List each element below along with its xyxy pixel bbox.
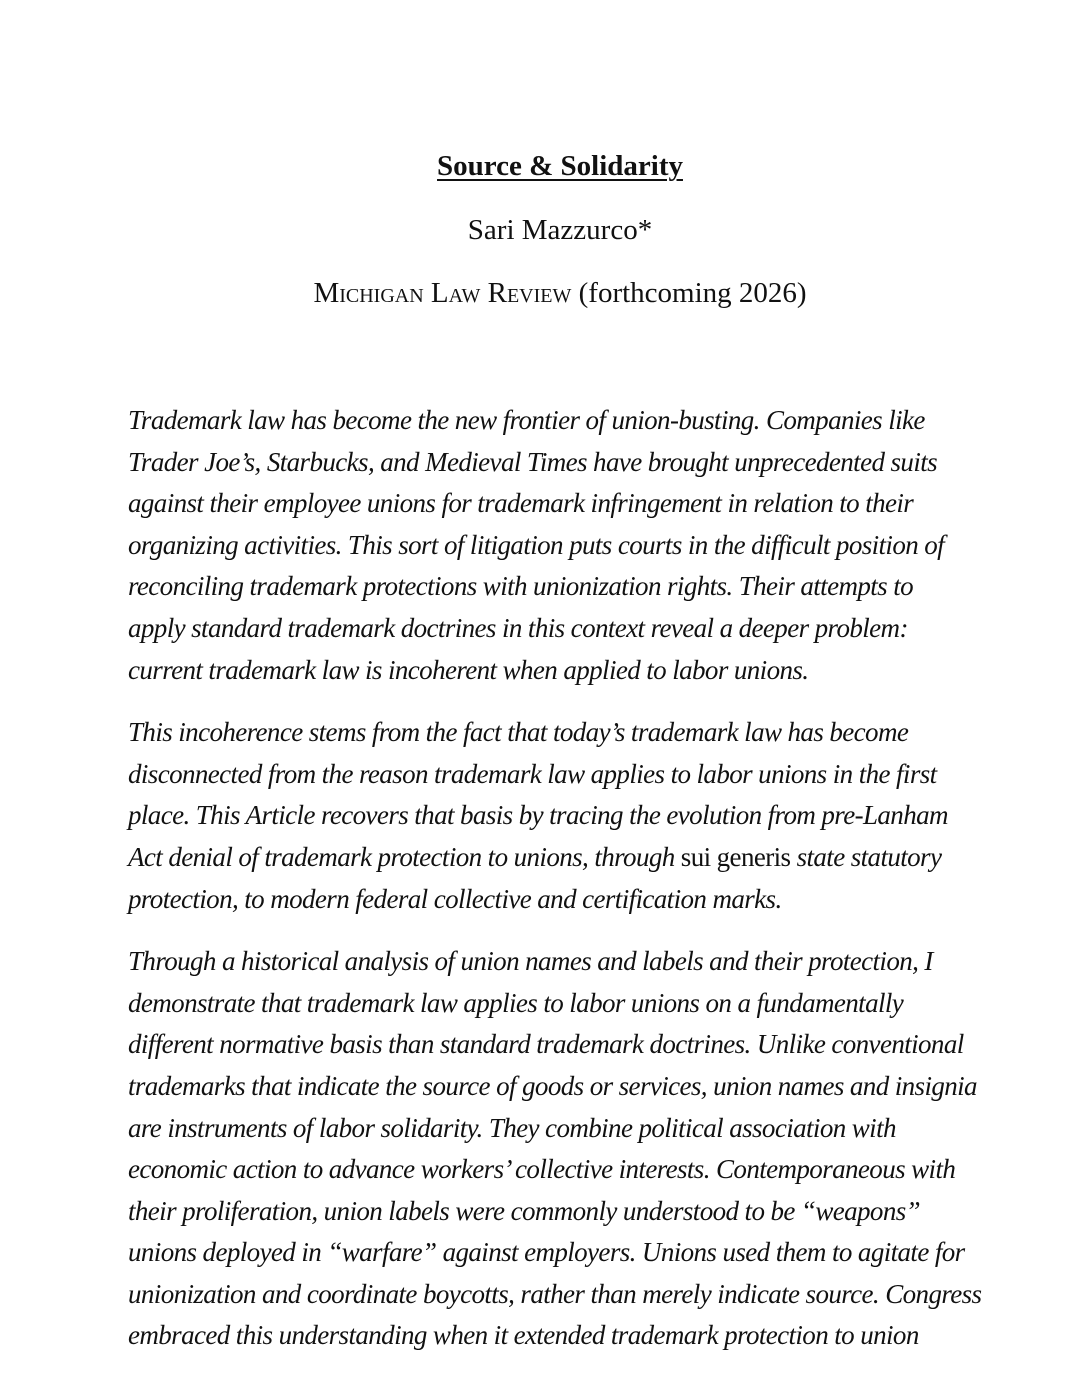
text-line: embraced this understanding when it extended trademark protection to union — [128, 1320, 919, 1351]
text-line: different normative basis than standard trademark doctrines. Unlike conventional — [128, 1029, 964, 1060]
text-line: Through a historical analysis of union names and labels and their protection, I — [128, 946, 933, 977]
text-line: are instruments of labor solidarity. They combine political association with — [128, 1112, 896, 1143]
text-line: reconciling trademark protections with unionization rights. Their attempts to — [128, 571, 914, 602]
text-line: trademarks that indicate the source of goods or services, union names and insignia — [128, 1070, 977, 1101]
journal-citation — [0, 275, 1085, 311]
text-line: organizing activities. This sort of litigation puts courts in the difficult position of — [128, 529, 945, 560]
abstract-paragraph-1 — [128, 400, 990, 691]
text-line: against their employee unions for trademark infringement in relation to their — [128, 488, 914, 519]
text-line: unionization and coordinate boycotts, rather than merely indicate source. Congress — [128, 1278, 982, 1309]
journal-name: Michigan Law Review — [313, 277, 572, 309]
text-line — [128, 837, 990, 879]
text-segment: Act denial of trademark protection to unions, through — [128, 841, 681, 872]
text-line: This incoherence stems from the fact that today’s trademark law has become — [128, 717, 909, 748]
text-line: disconnected from the reason trademark law applies to labor unions in the first — [128, 758, 937, 789]
author-name: Sari Mazzurco* — [467, 214, 653, 246]
text-line: unions deployed in “warfare” against employers. Unions used them to agitate for — [128, 1237, 965, 1268]
text-segment: state statutory — [790, 841, 942, 872]
text-line: their proliferation, union labels were commonly understood to be “weapons” — [128, 1195, 921, 1226]
text-line: demonstrate that trademark law applies to labor unions on a fundamentally — [128, 987, 904, 1018]
text-line: apply standard trademark doctrines in this context reveal a deeper problem: — [128, 612, 908, 643]
abstract-paragraph-2 — [128, 712, 990, 920]
abstract-paragraph-3 — [128, 941, 990, 1357]
text-line: economic action to advance workers’ collective interests. Contemporaneous with — [128, 1154, 956, 1185]
text-line: Trademark law has become the new frontier of union-busting. Companies like — [128, 405, 925, 435]
latin-term: sui generis — [680, 841, 791, 872]
journal-note: (forthcoming 2026) — [571, 277, 807, 309]
text-line: protection, to modern federal collective and certification marks. — [128, 883, 782, 914]
abstract — [128, 400, 990, 1378]
article-title-text: Source & Solidarity — [437, 150, 683, 182]
text-line: place. This Article recovers that basis by tracing the evolution from pre-Lanham — [128, 800, 948, 831]
text-line: current trademark law is incoherent when applied to labor unions. — [128, 654, 809, 685]
text-line: Trader Joe’s, Starbucks, and Medieval Times have brought unprecedented suits — [128, 446, 938, 477]
article-title — [0, 148, 1085, 184]
